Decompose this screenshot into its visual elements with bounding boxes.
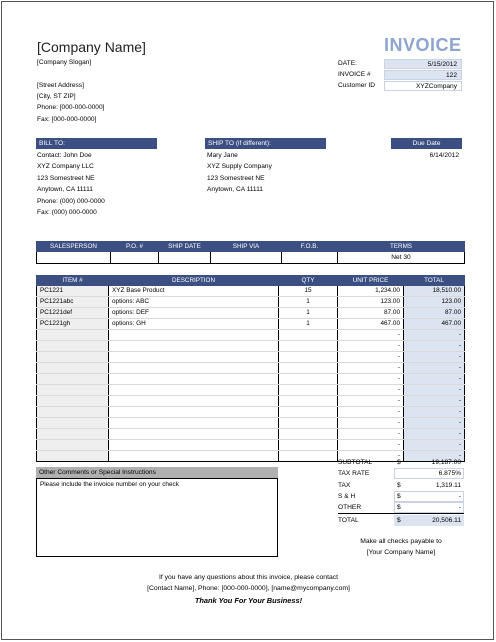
description-header: DESCRIPTION [109,276,279,286]
item-number-header: ITEM # [37,276,109,286]
customer-id-label: Customer ID [338,82,376,89]
address-phone: Phone: [000-000-0000] [37,104,105,111]
total-value: 20,506.11 [432,517,461,524]
item-number-cell[interactable] [37,396,109,407]
unit-price-cell[interactable]: 1,234.00 [338,286,404,297]
table-row [37,286,465,297]
po-number-header: P.O. # [111,242,159,252]
invoice-number-label: INVOICE # [338,71,371,78]
due-date-value[interactable]: 6/14/2012 [429,152,459,159]
unit-price-cell[interactable]: - [338,407,404,418]
line-total-cell: - [404,330,465,341]
other-row [338,502,464,513]
description-cell[interactable] [109,352,279,363]
customer-id-value[interactable]: XYZCompany [384,81,462,91]
ship-via-header: SHIP VIA [211,242,282,252]
footer-thanks: Thank You For Your Business! [194,596,303,605]
ship-date-header: SHIP DATE [159,242,211,252]
description-cell[interactable] [109,429,279,440]
table-row [37,341,465,352]
unit-price-cell[interactable]: 123.00 [338,297,404,308]
item-number-cell[interactable]: PC1221 [37,286,109,297]
total-currency: $ [397,517,401,524]
payable-line-1: Make all checks payable to [360,538,442,545]
ship-to-line: 123 Somestreet NE [207,175,265,182]
qty-cell[interactable] [279,418,338,429]
item-number-cell[interactable] [37,374,109,385]
bill-to-line: Contact: John Doe [37,152,92,159]
date-value[interactable]: 5/15/2012 [384,59,462,69]
item-number-cell[interactable]: PC1221abc [37,297,109,308]
tax-rate-row [338,468,464,479]
date-label: DATE: [338,60,357,67]
item-number-cell[interactable] [37,385,109,396]
qty-cell[interactable] [279,429,338,440]
table-row [37,385,465,396]
ship-to-line: XYZ Supply Company [207,163,272,170]
table-row [37,396,465,407]
line-total-cell: 18,510.00 [404,286,465,297]
unit-price-cell[interactable]: - [338,440,404,451]
item-number-cell[interactable]: PC1221def [37,308,109,319]
description-cell[interactable] [109,341,279,352]
item-number-cell[interactable] [37,451,109,462]
item-number-cell[interactable] [37,352,109,363]
terms-header: TERMS [338,242,465,252]
invoice-page [1,1,494,640]
description-cell[interactable] [109,440,279,451]
bill-to-line: 123 Somestreet NE [37,175,95,182]
address-city: [City, ST ZIP] [37,93,76,100]
total-row [338,515,464,526]
ship-to-header: SHIP TO (if different): [205,138,326,149]
ship-to-line: Mary Jane [207,152,238,159]
subtotal-row [338,457,464,468]
qty-cell[interactable] [279,330,338,341]
invoice-title: INVOICE [384,35,462,55]
description-cell[interactable] [109,330,279,341]
qty-cell[interactable]: 1 [279,319,338,330]
unit-price-cell[interactable]: - [338,396,404,407]
line-total-cell: - [404,418,465,429]
description-cell[interactable] [109,396,279,407]
qty-cell[interactable]: 15 [279,286,338,297]
line-total-cell: 87.00 [404,308,465,319]
other-currency: $ [397,504,401,511]
description-cell[interactable] [109,418,279,429]
line-total-cell: - [404,396,465,407]
other-label: OTHER [338,502,361,514]
table-row [37,352,465,363]
unit-price-header: UNIT PRICE [338,276,404,286]
description-cell[interactable]: XYZ Base Product [109,286,279,297]
table-row [37,308,465,319]
table-row [37,418,465,429]
item-number-cell[interactable] [37,341,109,352]
line-total-cell: - [404,440,465,451]
qty-cell[interactable] [279,396,338,407]
tax-value: 1,319.11 [435,482,461,489]
line-total-cell: - [404,385,465,396]
ship-via-cell[interactable] [211,252,282,264]
other-value[interactable]: - [458,504,461,511]
qty-cell[interactable] [279,374,338,385]
due-date-header: Due Date [391,138,462,149]
sh-label: S & H [338,493,356,500]
table-row [37,330,465,341]
qty-header: QTY [279,276,338,286]
qty-cell[interactable]: 1 [279,308,338,319]
unit-price-cell[interactable]: 467.00 [338,319,404,330]
comments-header: Other Comments or Special Instructions [36,467,278,478]
fob-cell[interactable] [282,252,338,264]
total-divider [338,513,464,514]
description-cell[interactable] [109,407,279,418]
unit-price-cell[interactable]: - [338,374,404,385]
description-cell[interactable] [109,374,279,385]
unit-price-cell[interactable]: - [338,352,404,363]
footer-questions: If you have any questions about this invoice, please contact [158,574,339,581]
ship-date-cell[interactable] [159,252,211,264]
total-label: TOTAL [338,517,359,524]
table-row [37,319,465,330]
bill-to-line: XYZ Company LLC [37,163,94,170]
payable-line-2: [Your Company Name] [366,549,436,556]
unit-price-cell[interactable]: - [338,451,404,462]
subtotal-currency: $ [397,459,401,466]
table-row [37,429,465,440]
line-total-cell: 467.00 [404,319,465,330]
unit-price-cell[interactable]: 87.00 [338,308,404,319]
description-cell[interactable] [109,451,279,462]
sh-value[interactable]: - [458,493,461,500]
tax-row [338,480,464,491]
qty-cell[interactable] [279,451,338,462]
table-row [37,407,465,418]
company-slogan: [Company Slogan] [37,59,92,66]
po-number-cell[interactable] [111,252,159,264]
table-row [37,297,465,308]
salesperson-cell[interactable] [37,252,111,264]
terms-cell[interactable]: Net 30 [338,252,465,264]
tax-rate-value[interactable]: 6.875% [438,470,461,477]
ship-to-line: Anytown, CA 11111 [207,186,263,193]
qty-cell[interactable] [279,352,338,363]
bill-to-header: BILL TO: [36,138,157,149]
qty-cell[interactable]: 1 [279,297,338,308]
item-number-cell[interactable] [37,440,109,451]
item-number-cell[interactable] [37,429,109,440]
tax-currency: $ [397,482,401,489]
unit-price-cell[interactable]: - [338,341,404,352]
total-header: TOTAL [404,276,465,286]
unit-price-cell[interactable]: - [338,429,404,440]
item-number-cell[interactable] [37,330,109,341]
item-number-cell[interactable] [37,407,109,418]
description-cell[interactable]: options: ABC [109,297,279,308]
sales-info-table [36,241,465,264]
unit-price-cell[interactable]: - [338,418,404,429]
qty-cell[interactable] [279,341,338,352]
invoice-number-value[interactable]: 122 [384,70,462,80]
table-row [37,374,465,385]
table-row [37,440,465,451]
line-total-cell: - [404,407,465,418]
sh-currency: $ [397,493,401,500]
item-number-cell[interactable] [37,363,109,374]
item-number-cell[interactable] [37,418,109,429]
sh-row [338,491,464,502]
tax-label: TAX [338,482,351,489]
qty-cell[interactable] [279,363,338,374]
description-cell[interactable] [109,363,279,374]
bill-to-line: Anytown, CA 11111 [37,186,93,193]
line-total-cell: - [404,429,465,440]
line-total-cell: - [404,374,465,385]
unit-price-cell[interactable]: - [338,330,404,341]
unit-price-cell[interactable]: - [338,385,404,396]
line-total-cell: - [404,451,465,462]
tax-rate-label: TAX RATE [338,470,370,477]
line-total-cell: - [404,341,465,352]
qty-cell[interactable] [279,440,338,451]
comments-box[interactable]: Please include the invoice number on your check [36,478,278,557]
qty-cell[interactable] [279,385,338,396]
footer-contact: [Contact Name], Phone: [000-000-0000], [name@mycompany.com] [147,585,350,592]
bill-to-line: Fax: (000) 000-0000 [37,209,97,216]
line-total-cell: - [404,352,465,363]
qty-cell[interactable] [279,407,338,418]
company-name: [Company Name] [37,39,146,55]
line-total-cell: - [404,363,465,374]
unit-price-cell[interactable]: - [338,363,404,374]
description-cell[interactable]: options: DEF [109,308,279,319]
address-fax: Fax: [000-000-0000] [37,116,97,123]
line-items-table [36,275,465,462]
table-row [37,363,465,374]
description-cell[interactable] [109,385,279,396]
subtotal-label: SUBTOTAL [338,459,373,466]
description-cell[interactable]: options: GH [109,319,279,330]
bill-to-line: Phone: (000) 000-0000 [37,198,105,205]
fob-header: F.O.B. [282,242,338,252]
address-street: [Street Address] [37,82,84,89]
subtotal-value: 19,187.00 [431,459,461,466]
line-total-cell: 123.00 [404,297,465,308]
item-number-cell[interactable]: PC1221gh [37,319,109,330]
salesperson-header: SALESPERSON [37,242,111,252]
